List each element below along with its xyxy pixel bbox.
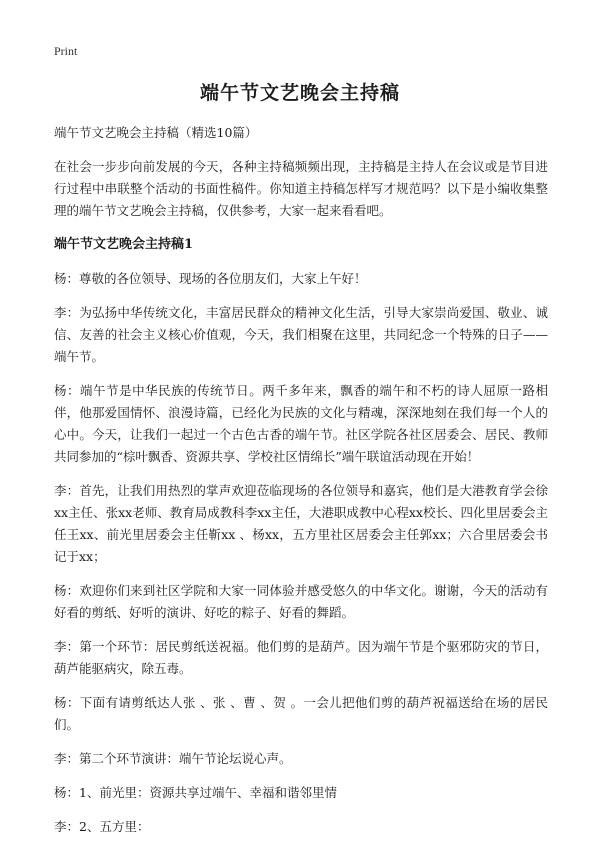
- script-paragraph: 杨：尊敬的各位领导、现场的各位朋友们，大家上午好！: [54, 271, 367, 286]
- script-paragraph: 李：第二个环节演讲：端午节论坛说心声。: [54, 751, 292, 766]
- script-paragraph: 杨：1、前光里：资源共享过端午、幸福和谐邻里情: [54, 785, 337, 800]
- page-title: 端午节文艺晚会主持稿: [199, 82, 400, 104]
- script-paragraph: 李：第一个环节：居民剪纸送祝福。他们剪的是葫芦。因为端午节是个驱邪防灾的节日，葫芦能驱病灾，除五毒。: [54, 639, 548, 676]
- print-label[interactable]: Print: [54, 44, 78, 58]
- document-subtitle: 端午节文艺晚会主持稿（精选10篇）: [54, 125, 258, 140]
- script-paragraph: 李：2、五方里：: [54, 819, 150, 834]
- section-heading: 端午节文艺晚会主持稿1: [54, 237, 194, 252]
- script-paragraph: 杨：欢迎你们来到社区学院和大家一同体验并感受悠久的中华文化。谢谢，今天的活动有好看的剪纸、好听的演讲、好吃的粽子、好看的舞蹈。: [54, 583, 548, 620]
- script-paragraph: 李：首先，让我们用热烈的掌声欢迎莅临现场的各位领导和嘉宾，他们是大港教育学会徐xx主任、张xx老师、教育局成教科李xx主任，大港职成教中心程xx校长、四化里居委会主任王xx、前光里居委会主任靳xx 、杨xx，五方里社区居委会主任郭xx；六合里居委会书记于xx；: [54, 483, 548, 564]
- document-body: [54, 122, 548, 850]
- script-paragraph: 杨：端午节是中华民族的传统节日。两千多年来，飘香的端午和不朽的诗人屈原一路相伴，他那爱国情怀、浪漫诗篇，已经化为民族的文化与精魂，深深地刻在我们每一个人的心中。今天，让我们一起过一个古色古香的端午节。社区学院各社区居委会、居民、教师共同参加的“棕叶飘香、资源共享、学校社区情绵长”端午联谊活动现在开始！: [54, 383, 548, 464]
- script-paragraph: 杨：下面有请剪纸达人张 、张 、曹 、贺 。一会儿把他们剪的葫芦祝福送给在场的居民们。: [54, 695, 548, 732]
- intro-paragraph: 在社会一步步向前发展的今天，各种主持稿频频出现，主持稿是主持人在会议或是节目进行过程中串联整个活动的书面性稿件。你知道主持稿怎样写才规范吗？以下是小编收集整理的端午节文艺晚会主持稿，仅供参考，大家一起来看看吧。: [54, 159, 548, 218]
- script-paragraph: 李：为弘扬中华传统文化，丰富居民群众的精神文化生活，引导大家崇尚爱国、敬业、诚信、友善的社会主义核心价值观，今天，我们相聚在这里，共同纪念一个特殊的日子——端午节。: [54, 305, 548, 364]
